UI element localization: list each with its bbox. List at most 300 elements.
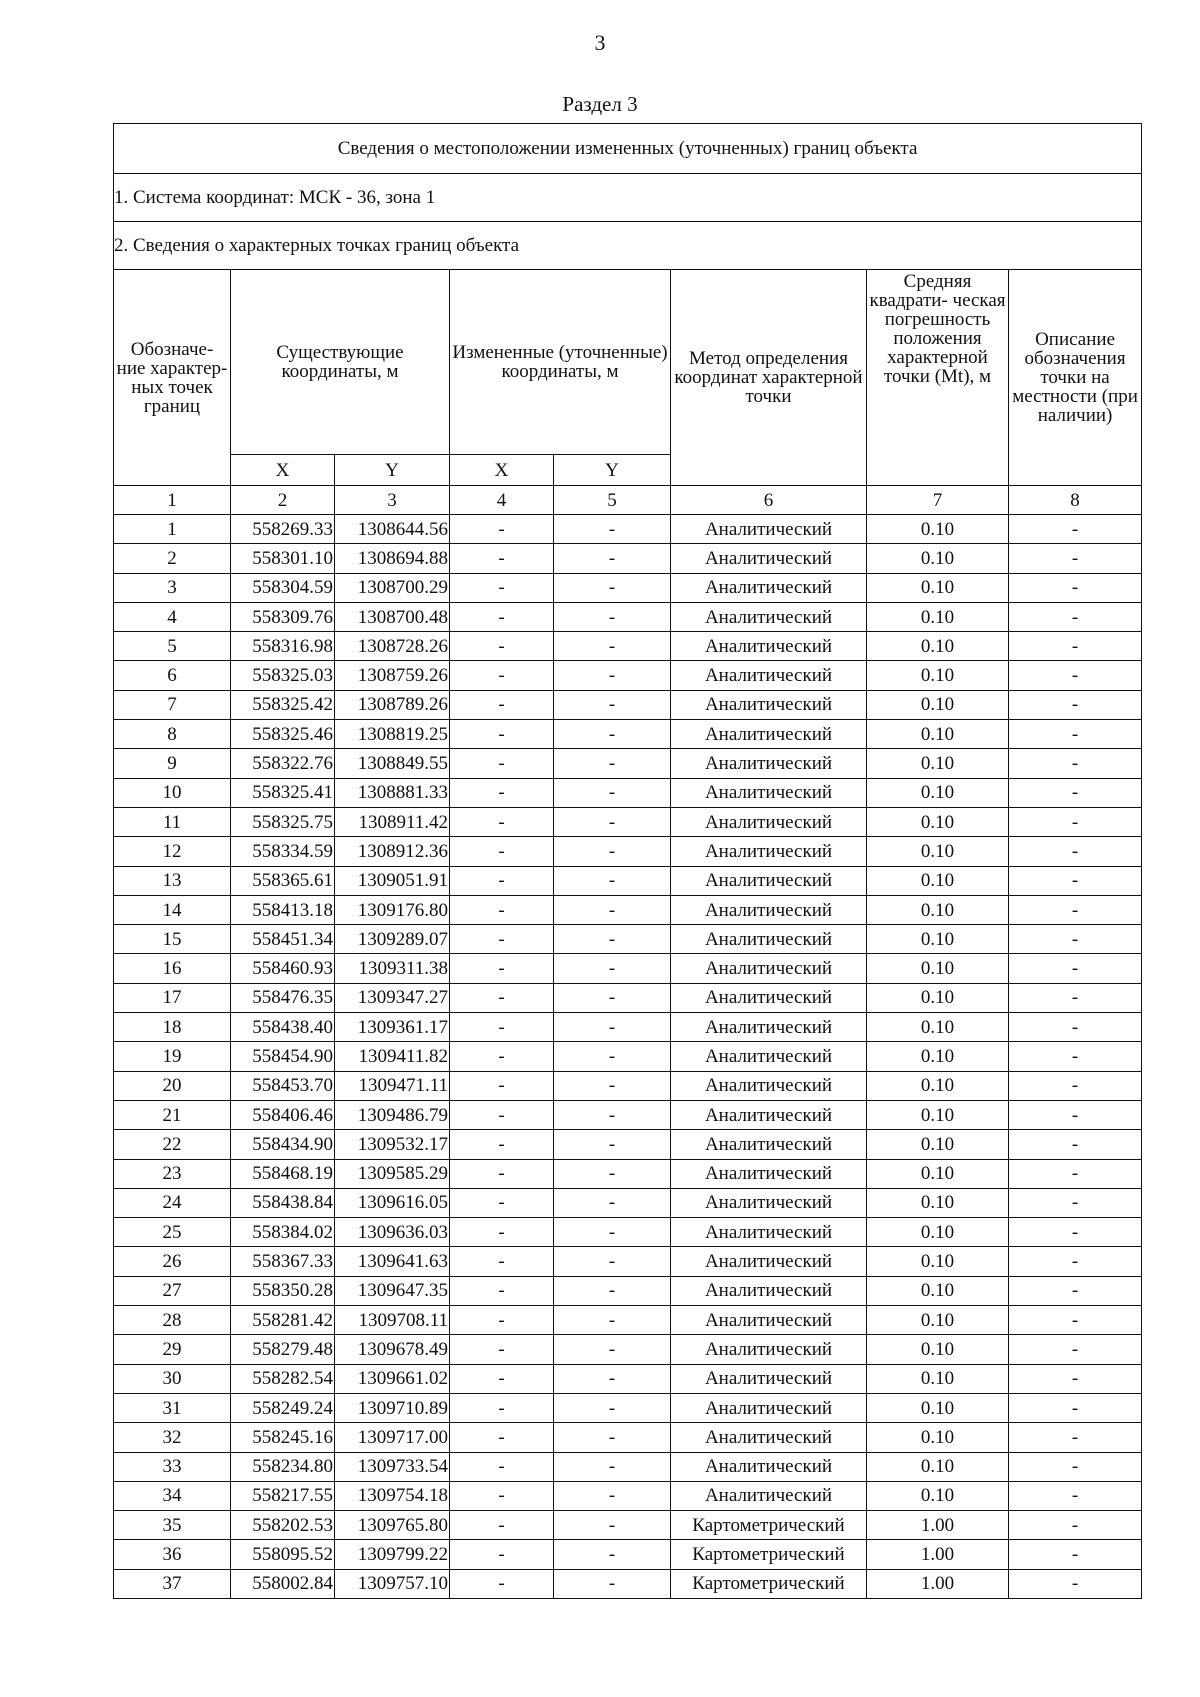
table-row xyxy=(114,1423,1142,1452)
point-number-cell: 24 xyxy=(114,1188,231,1217)
method-cell: Картометрический xyxy=(671,1511,867,1540)
table-row xyxy=(114,807,1142,836)
mean-error-cell: 0.10 xyxy=(867,1130,1009,1159)
description-cell: - xyxy=(1009,1013,1142,1042)
changed-x-cell: - xyxy=(450,1306,554,1335)
changed-x-cell: - xyxy=(450,632,554,661)
point-number-cell: 29 xyxy=(114,1335,231,1364)
header-changed-y: Y xyxy=(554,455,671,486)
table-row xyxy=(114,661,1142,690)
existing-x-cell: 558406.46 xyxy=(231,1100,335,1129)
existing-y-cell: 1309678.49 xyxy=(335,1335,450,1364)
existing-x-cell: 558282.54 xyxy=(231,1364,335,1393)
existing-x-cell: 558269.33 xyxy=(231,515,335,544)
table-row xyxy=(114,720,1142,749)
changed-y-cell: - xyxy=(554,720,671,749)
mean-error-cell: 0.10 xyxy=(867,515,1009,544)
point-number-cell: 10 xyxy=(114,778,231,807)
mean-error-cell: 0.10 xyxy=(867,895,1009,924)
mean-error-cell: 0.10 xyxy=(867,1247,1009,1276)
point-number-cell: 14 xyxy=(114,895,231,924)
mean-error-cell: 0.10 xyxy=(867,807,1009,836)
point-number-cell: 20 xyxy=(114,1071,231,1100)
existing-x-cell: 558249.24 xyxy=(231,1393,335,1422)
existing-y-cell: 1309051.91 xyxy=(335,866,450,895)
changed-y-cell: - xyxy=(554,573,671,602)
existing-y-cell: 1309532.17 xyxy=(335,1130,450,1159)
header-mean-error: Средняя квадрати- ческая погрешность положения характерной точки (Mt), м xyxy=(867,270,1009,486)
description-cell: - xyxy=(1009,1218,1142,1247)
changed-y-cell: - xyxy=(554,1393,671,1422)
header-method: Метод определения координат характерной точки xyxy=(671,270,867,486)
existing-x-cell: 558325.75 xyxy=(231,807,335,836)
existing-y-cell: 1309289.07 xyxy=(335,925,450,954)
changed-y-cell: - xyxy=(554,954,671,983)
changed-x-cell: - xyxy=(450,1276,554,1305)
existing-x-cell: 558365.61 xyxy=(231,866,335,895)
description-cell: - xyxy=(1009,1569,1142,1598)
point-number-cell: 4 xyxy=(114,602,231,631)
changed-x-cell: - xyxy=(450,1569,554,1598)
description-cell: - xyxy=(1009,749,1142,778)
changed-y-cell: - xyxy=(554,690,671,719)
point-number-cell: 18 xyxy=(114,1013,231,1042)
existing-y-cell: 1309708.11 xyxy=(335,1306,450,1335)
changed-y-cell: - xyxy=(554,1071,671,1100)
changed-x-cell: - xyxy=(450,1159,554,1188)
changed-x-cell: - xyxy=(450,778,554,807)
point-number-cell: 11 xyxy=(114,807,231,836)
changed-y-cell: - xyxy=(554,866,671,895)
changed-y-cell: - xyxy=(554,1335,671,1364)
table-row xyxy=(114,1071,1142,1100)
existing-x-cell: 558095.52 xyxy=(231,1540,335,1569)
method-cell: Аналитический xyxy=(671,1042,867,1071)
table-row xyxy=(114,1100,1142,1129)
mean-error-cell: 0.10 xyxy=(867,1013,1009,1042)
existing-y-cell: 1308759.26 xyxy=(335,661,450,690)
method-cell: Картометрический xyxy=(671,1569,867,1598)
changed-x-cell: - xyxy=(450,1511,554,1540)
mean-error-cell: 0.10 xyxy=(867,661,1009,690)
point-number-cell: 31 xyxy=(114,1393,231,1422)
description-cell: - xyxy=(1009,807,1142,836)
changed-x-cell: - xyxy=(450,661,554,690)
changed-x-cell: - xyxy=(450,749,554,778)
existing-x-cell: 558281.42 xyxy=(231,1306,335,1335)
column-number: 7 xyxy=(867,486,1009,515)
existing-y-cell: 1308849.55 xyxy=(335,749,450,778)
table-row xyxy=(114,632,1142,661)
point-number-cell: 3 xyxy=(114,573,231,602)
description-cell: - xyxy=(1009,925,1142,954)
column-number: 8 xyxy=(1009,486,1142,515)
mean-error-cell: 0.10 xyxy=(867,690,1009,719)
existing-x-cell: 558413.18 xyxy=(231,895,335,924)
point-number-cell: 7 xyxy=(114,690,231,719)
method-cell: Аналитический xyxy=(671,515,867,544)
existing-y-cell: 1308912.36 xyxy=(335,837,450,866)
description-cell: - xyxy=(1009,632,1142,661)
mean-error-cell: 0.10 xyxy=(867,925,1009,954)
mean-error-cell: 0.10 xyxy=(867,1071,1009,1100)
existing-x-cell: 558322.76 xyxy=(231,749,335,778)
mean-error-cell: 1.00 xyxy=(867,1569,1009,1598)
changed-x-cell: - xyxy=(450,1218,554,1247)
mean-error-cell: 0.10 xyxy=(867,1188,1009,1217)
existing-y-cell: 1308911.42 xyxy=(335,807,450,836)
point-number-cell: 30 xyxy=(114,1364,231,1393)
changed-x-cell: - xyxy=(450,573,554,602)
mean-error-cell: 0.10 xyxy=(867,1159,1009,1188)
table-row xyxy=(114,544,1142,573)
table-row xyxy=(114,1218,1142,1247)
table-row xyxy=(114,1276,1142,1305)
description-cell: - xyxy=(1009,1335,1142,1364)
table-row xyxy=(114,1511,1142,1540)
changed-x-cell: - xyxy=(450,690,554,719)
mean-error-cell: 0.10 xyxy=(867,602,1009,631)
mean-error-cell: 0.10 xyxy=(867,1218,1009,1247)
changed-x-cell: - xyxy=(450,1540,554,1569)
description-cell: - xyxy=(1009,983,1142,1012)
point-number-cell: 17 xyxy=(114,983,231,1012)
changed-x-cell: - xyxy=(450,866,554,895)
section-label: Раздел 3 xyxy=(562,92,638,116)
method-cell: Аналитический xyxy=(671,1071,867,1100)
changed-x-cell: - xyxy=(450,544,554,573)
description-cell: - xyxy=(1009,895,1142,924)
existing-x-cell: 558279.48 xyxy=(231,1335,335,1364)
mean-error-cell: 0.10 xyxy=(867,1393,1009,1422)
existing-x-cell: 558325.41 xyxy=(231,778,335,807)
method-cell: Аналитический xyxy=(671,720,867,749)
changed-x-cell: - xyxy=(450,1130,554,1159)
changed-y-cell: - xyxy=(554,1159,671,1188)
existing-x-cell: 558309.76 xyxy=(231,602,335,631)
mean-error-cell: 0.10 xyxy=(867,983,1009,1012)
description-cell: - xyxy=(1009,1100,1142,1129)
method-cell: Аналитический xyxy=(671,837,867,866)
changed-y-cell: - xyxy=(554,632,671,661)
existing-y-cell: 1308789.26 xyxy=(335,690,450,719)
table-row xyxy=(114,837,1142,866)
changed-x-cell: - xyxy=(450,1452,554,1481)
point-number-cell: 27 xyxy=(114,1276,231,1305)
method-cell: Аналитический xyxy=(671,1247,867,1276)
point-number-cell: 12 xyxy=(114,837,231,866)
changed-x-cell: - xyxy=(450,925,554,954)
point-number-cell: 23 xyxy=(114,1159,231,1188)
existing-x-cell: 558350.28 xyxy=(231,1276,335,1305)
mean-error-cell: 0.10 xyxy=(867,778,1009,807)
point-number-cell: 16 xyxy=(114,954,231,983)
existing-y-cell: 1308644.56 xyxy=(335,515,450,544)
description-cell: - xyxy=(1009,1393,1142,1422)
changed-x-cell: - xyxy=(450,1364,554,1393)
changed-x-cell: - xyxy=(450,1013,554,1042)
changed-y-cell: - xyxy=(554,1569,671,1598)
table-row xyxy=(114,602,1142,631)
changed-y-cell: - xyxy=(554,515,671,544)
mean-error-cell: 0.10 xyxy=(867,866,1009,895)
changed-y-cell: - xyxy=(554,1013,671,1042)
existing-y-cell: 1309311.38 xyxy=(335,954,450,983)
existing-y-cell: 1308700.48 xyxy=(335,602,450,631)
changed-y-cell: - xyxy=(554,1130,671,1159)
mean-error-cell: 0.10 xyxy=(867,1042,1009,1071)
point-number-cell: 21 xyxy=(114,1100,231,1129)
changed-x-cell: - xyxy=(450,1247,554,1276)
header-existing-y: Y xyxy=(335,455,450,486)
header-existing-x: X xyxy=(231,455,335,486)
description-cell: - xyxy=(1009,1188,1142,1217)
existing-y-cell: 1309710.89 xyxy=(335,1393,450,1422)
description-cell: - xyxy=(1009,1511,1142,1540)
existing-x-cell: 558002.84 xyxy=(231,1569,335,1598)
changed-y-cell: - xyxy=(554,895,671,924)
mean-error-cell: 0.10 xyxy=(867,1306,1009,1335)
existing-x-cell: 558217.55 xyxy=(231,1481,335,1510)
table-row xyxy=(114,1569,1142,1598)
description-cell: - xyxy=(1009,573,1142,602)
changed-x-cell: - xyxy=(450,1393,554,1422)
existing-y-cell: 1309641.63 xyxy=(335,1247,450,1276)
changed-y-cell: - xyxy=(554,983,671,1012)
method-cell: Аналитический xyxy=(671,1100,867,1129)
column-number: 1 xyxy=(114,486,231,515)
mean-error-cell: 0.10 xyxy=(867,837,1009,866)
changed-y-cell: - xyxy=(554,1364,671,1393)
changed-x-cell: - xyxy=(450,1042,554,1071)
changed-y-cell: - xyxy=(554,1423,671,1452)
column-number: 2 xyxy=(231,486,335,515)
mean-error-cell: 1.00 xyxy=(867,1511,1009,1540)
column-number: 5 xyxy=(554,486,671,515)
mean-error-cell: 0.10 xyxy=(867,1423,1009,1452)
description-cell: - xyxy=(1009,690,1142,719)
method-cell: Аналитический xyxy=(671,866,867,895)
existing-y-cell: 1309411.82 xyxy=(335,1042,450,1071)
changed-x-cell: - xyxy=(450,1100,554,1129)
method-cell: Аналитический xyxy=(671,778,867,807)
changed-x-cell: - xyxy=(450,895,554,924)
existing-x-cell: 558454.90 xyxy=(231,1042,335,1071)
existing-x-cell: 558202.53 xyxy=(231,1511,335,1540)
description-cell: - xyxy=(1009,720,1142,749)
table-row xyxy=(114,1042,1142,1071)
changed-y-cell: - xyxy=(554,749,671,778)
existing-y-cell: 1309661.02 xyxy=(335,1364,450,1393)
existing-y-cell: 1309765.80 xyxy=(335,1511,450,1540)
description-cell: - xyxy=(1009,602,1142,631)
existing-y-cell: 1308728.26 xyxy=(335,632,450,661)
method-cell: Аналитический xyxy=(671,544,867,573)
table-row xyxy=(114,690,1142,719)
existing-x-cell: 558438.84 xyxy=(231,1188,335,1217)
mean-error-cell: 0.10 xyxy=(867,1100,1009,1129)
changed-y-cell: - xyxy=(554,1481,671,1510)
column-number: 6 xyxy=(671,486,867,515)
point-number-cell: 19 xyxy=(114,1042,231,1071)
existing-y-cell: 1309471.11 xyxy=(335,1071,450,1100)
points-heading: 2. Сведения о характерных точках границ объекта xyxy=(114,222,1142,270)
point-number-cell: 22 xyxy=(114,1130,231,1159)
changed-y-cell: - xyxy=(554,602,671,631)
changed-x-cell: - xyxy=(450,515,554,544)
existing-y-cell: 1308700.29 xyxy=(335,573,450,602)
changed-x-cell: - xyxy=(450,1071,554,1100)
existing-y-cell: 1309733.54 xyxy=(335,1452,450,1481)
table-row xyxy=(114,515,1142,544)
coordinate-system: 1. Система координат: МСК - 36, зона 1 xyxy=(114,174,1142,222)
changed-y-cell: - xyxy=(554,1276,671,1305)
changed-y-cell: - xyxy=(554,1540,671,1569)
method-cell: Картометрический xyxy=(671,1540,867,1569)
existing-y-cell: 1309616.05 xyxy=(335,1188,450,1217)
changed-x-cell: - xyxy=(450,1423,554,1452)
table-row xyxy=(114,1335,1142,1364)
changed-x-cell: - xyxy=(450,807,554,836)
existing-x-cell: 558434.90 xyxy=(231,1130,335,1159)
table-row xyxy=(114,1540,1142,1569)
changed-y-cell: - xyxy=(554,1511,671,1540)
method-cell: Аналитический xyxy=(671,1335,867,1364)
table-row xyxy=(114,954,1142,983)
point-number-cell: 5 xyxy=(114,632,231,661)
header-existing-coordinates: Существующие координаты, м xyxy=(231,270,450,455)
table-row xyxy=(114,1247,1142,1276)
table-row xyxy=(114,1393,1142,1422)
changed-y-cell: - xyxy=(554,1100,671,1129)
existing-y-cell: 1309347.27 xyxy=(335,983,450,1012)
existing-x-cell: 558325.46 xyxy=(231,720,335,749)
description-cell: - xyxy=(1009,837,1142,866)
table-row xyxy=(114,1481,1142,1510)
mean-error-cell: 0.10 xyxy=(867,1364,1009,1393)
description-cell: - xyxy=(1009,515,1142,544)
existing-y-cell: 1309754.18 xyxy=(335,1481,450,1510)
method-cell: Аналитический xyxy=(671,895,867,924)
existing-x-cell: 558245.16 xyxy=(231,1423,335,1452)
existing-y-cell: 1309486.79 xyxy=(335,1100,450,1129)
method-cell: Аналитический xyxy=(671,690,867,719)
existing-y-cell: 1309757.10 xyxy=(335,1569,450,1598)
table-row xyxy=(114,1013,1142,1042)
description-cell: - xyxy=(1009,544,1142,573)
changed-x-cell: - xyxy=(450,1481,554,1510)
changed-y-cell: - xyxy=(554,925,671,954)
mean-error-cell: 0.10 xyxy=(867,1452,1009,1481)
header-changed-x: X xyxy=(450,455,554,486)
mean-error-cell: 0.10 xyxy=(867,749,1009,778)
method-cell: Аналитический xyxy=(671,1218,867,1247)
header-description: Описание обозначения точки на местности (при наличии) xyxy=(1009,270,1142,486)
point-number-cell: 2 xyxy=(114,544,231,573)
existing-x-cell: 558325.42 xyxy=(231,690,335,719)
table-row xyxy=(114,1306,1142,1335)
existing-x-cell: 558476.35 xyxy=(231,983,335,1012)
point-number-cell: 1 xyxy=(114,515,231,544)
description-cell: - xyxy=(1009,1071,1142,1100)
method-cell: Аналитический xyxy=(671,1130,867,1159)
description-cell: - xyxy=(1009,1540,1142,1569)
changed-x-cell: - xyxy=(450,1188,554,1217)
column-number: 3 xyxy=(335,486,450,515)
changed-x-cell: - xyxy=(450,1335,554,1364)
table-row xyxy=(114,1130,1142,1159)
existing-y-cell: 1309361.17 xyxy=(335,1013,450,1042)
changed-y-cell: - xyxy=(554,1452,671,1481)
table-row xyxy=(114,1159,1142,1188)
changed-y-cell: - xyxy=(554,544,671,573)
existing-x-cell: 558334.59 xyxy=(231,837,335,866)
table-row xyxy=(114,866,1142,895)
method-cell: Аналитический xyxy=(671,1306,867,1335)
changed-y-cell: - xyxy=(554,778,671,807)
existing-y-cell: 1309717.00 xyxy=(335,1423,450,1452)
existing-y-cell: 1308819.25 xyxy=(335,720,450,749)
changed-x-cell: - xyxy=(450,837,554,866)
existing-y-cell: 1309799.22 xyxy=(335,1540,450,1569)
description-cell: - xyxy=(1009,1159,1142,1188)
method-cell: Аналитический xyxy=(671,632,867,661)
description-cell: - xyxy=(1009,1364,1142,1393)
point-number-cell: 32 xyxy=(114,1423,231,1452)
method-cell: Аналитический xyxy=(671,954,867,983)
description-cell: - xyxy=(1009,1247,1142,1276)
existing-x-cell: 558453.70 xyxy=(231,1071,335,1100)
point-number-cell: 36 xyxy=(114,1540,231,1569)
point-number-cell: 25 xyxy=(114,1218,231,1247)
table-row xyxy=(114,778,1142,807)
description-cell: - xyxy=(1009,1042,1142,1071)
description-cell: - xyxy=(1009,1452,1142,1481)
table-row xyxy=(114,1452,1142,1481)
description-cell: - xyxy=(1009,1276,1142,1305)
table-row xyxy=(114,749,1142,778)
mean-error-cell: 0.10 xyxy=(867,573,1009,602)
table-title: Сведения о местоположении измененных (уточненных) границ объекта xyxy=(114,124,1142,174)
table-row xyxy=(114,1364,1142,1393)
changed-y-cell: - xyxy=(554,837,671,866)
existing-x-cell: 558451.34 xyxy=(231,925,335,954)
boundary-points-table xyxy=(113,123,1142,1599)
existing-x-cell: 558301.10 xyxy=(231,544,335,573)
mean-error-cell: 0.10 xyxy=(867,1335,1009,1364)
mean-error-cell: 0.10 xyxy=(867,954,1009,983)
description-cell: - xyxy=(1009,778,1142,807)
mean-error-cell: 0.10 xyxy=(867,632,1009,661)
changed-y-cell: - xyxy=(554,661,671,690)
point-number-cell: 28 xyxy=(114,1306,231,1335)
existing-y-cell: 1309636.03 xyxy=(335,1218,450,1247)
table-row xyxy=(114,573,1142,602)
method-cell: Аналитический xyxy=(671,749,867,778)
method-cell: Аналитический xyxy=(671,925,867,954)
page-number: 3 xyxy=(594,30,606,55)
point-number-cell: 9 xyxy=(114,749,231,778)
table-row xyxy=(114,925,1142,954)
method-cell: Аналитический xyxy=(671,983,867,1012)
changed-x-cell: - xyxy=(450,983,554,1012)
point-number-cell: 15 xyxy=(114,925,231,954)
existing-x-cell: 558460.93 xyxy=(231,954,335,983)
description-cell: - xyxy=(1009,1130,1142,1159)
method-cell: Аналитический xyxy=(671,573,867,602)
column-number: 4 xyxy=(450,486,554,515)
description-cell: - xyxy=(1009,1306,1142,1335)
